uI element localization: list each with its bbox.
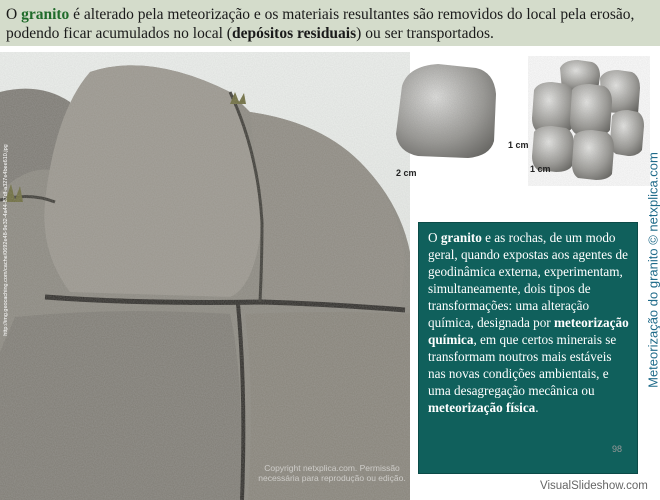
watermark-link[interactable]: VisualSlideshow.com (540, 480, 648, 492)
info-meteorizacao-quimica: meteorização química (428, 315, 629, 347)
large-cube (396, 64, 496, 158)
info-text-1: O (428, 230, 441, 245)
cube-diagram (388, 56, 650, 196)
slide-title (0, 0, 660, 46)
title-text-3: ) ou ser transportados. (356, 25, 494, 42)
title-text-1: O (6, 6, 22, 23)
title-granito: granito (21, 6, 70, 23)
label-1cm-bottom: 1 cm (530, 164, 551, 174)
credit-vertical: Meteorização do granito © netxplica.com (645, 152, 660, 388)
info-text-3: , em que certos minerais se transformam noutros mais estáveis nas novas condições ambientais, e uma desagregação mecânica ou (428, 332, 617, 398)
page-number: 98 (612, 444, 623, 454)
info-box (418, 222, 638, 474)
info-text-2: e as rochas, de um modo geral, quando expostas aos agentes de geodinâmica externa, experimentam, simultaneamente, dois tipos de transformações: uma alteração química, designada por (428, 230, 628, 330)
title-text-2: é alterado pela meteorização e os materiais resultantes são removidos do local pela erosão, podendo ficar acumulados no local ( (6, 6, 635, 42)
granite-rock-photo (0, 52, 410, 500)
info-text-4: . (535, 400, 539, 415)
info-meteorizacao-fisica: meteorização física (428, 400, 536, 415)
title-depositos: depósitos residuais (231, 25, 357, 42)
label-1cm-side: 1 cm (508, 140, 529, 150)
info-granito: granito (440, 230, 482, 245)
copyright-notice: Copyright netxplica.com. Permissão necessária para reprodução ou edição. (258, 463, 406, 483)
photo-source-url: http://img.geocaching.com/cache/0692e48-9e32-4a44-87df-a327e4bee610.jpg (3, 144, 9, 336)
label-2cm: 2 cm (396, 168, 417, 178)
